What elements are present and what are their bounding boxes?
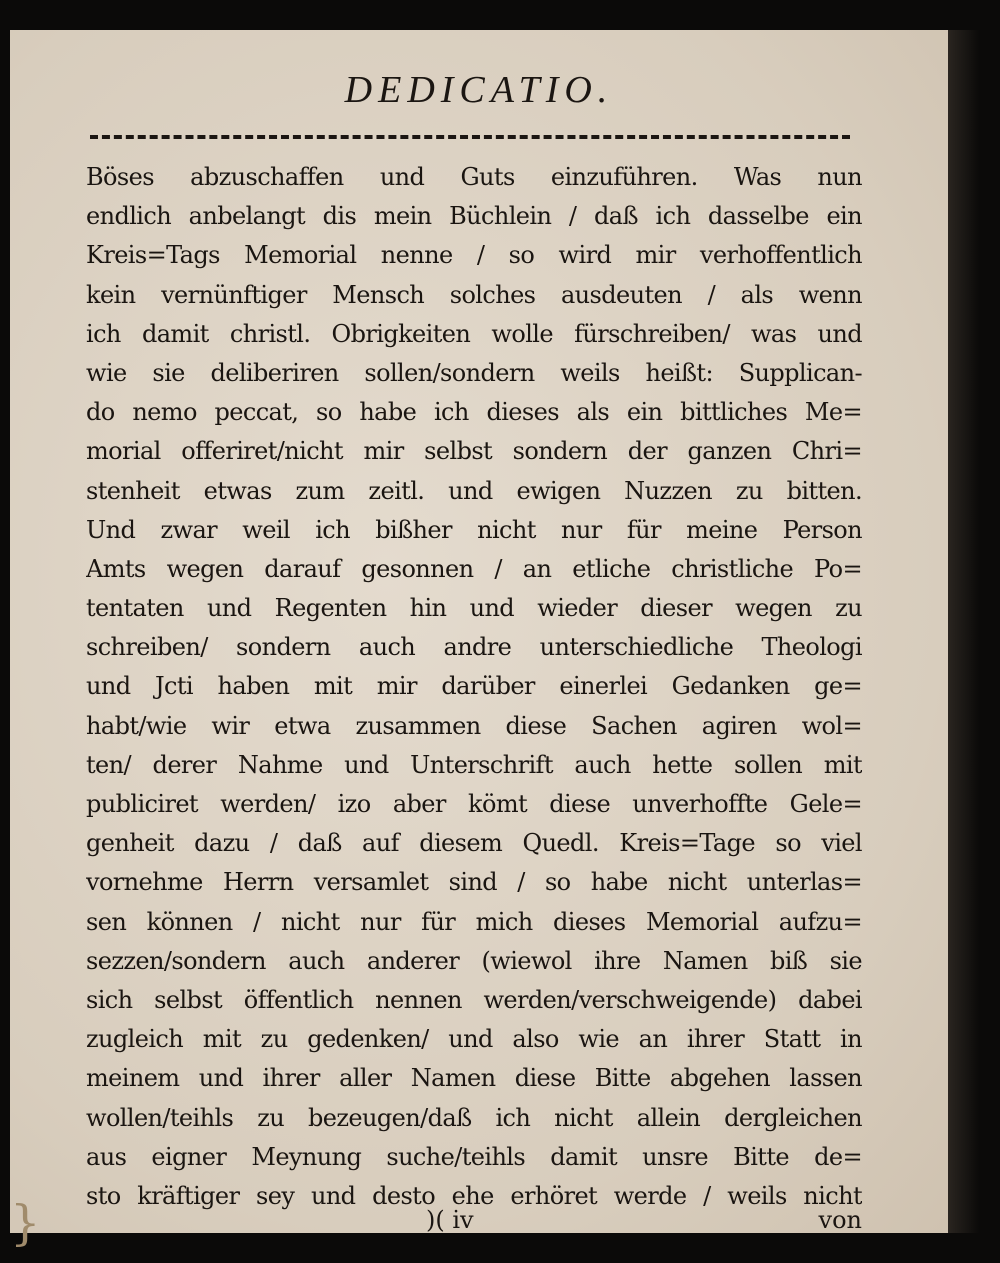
book-page: [10, 30, 948, 1251]
text-line: Amts wegen darauf gesonnen / an etliche christliche Po=: [86, 554, 862, 583]
body-text: [86, 158, 862, 1216]
text-line: wie sie deliberiren sollen/sondern weils heißt: Supplican-: [86, 358, 862, 387]
text-line: sen können / nicht nur für mich dieses Memorial aufzu=: [86, 907, 862, 936]
signature-mark: )( iv: [426, 1206, 474, 1234]
text-line: endlich anbelangt dis mein Büchlein / daß ich dasselbe ein: [86, 202, 862, 231]
text-line: aus eigner Meynung suche/teihls damit unsre Bitte de=: [86, 1142, 862, 1171]
text-line: und Jcti haben mit mir darüber einerlei Gedanken ge=: [86, 672, 862, 701]
page-footer: [86, 1206, 862, 1246]
text-line: wollen/teihls zu bezeugen/daß ich nicht allein dergleichen: [86, 1103, 862, 1132]
text-line: vornehme Herrn versamlet sind / so habe nicht unterlas=: [86, 868, 862, 897]
text-line: sezzen/sondern auch anderer (wiewol ihre Namen biß sie: [86, 946, 862, 975]
text-line: ten/ derer Nahme und Unterschrift auch hette sollen mit: [86, 750, 862, 779]
text-line: habt/wie wir etwa zusammen diese Sachen agiren wol=: [86, 711, 862, 740]
text-line: Und zwar weil ich bißher nicht nur für meine Person: [86, 515, 862, 544]
text-line: sto kräftiger sey und desto ehe erhöret werde / weils nicht: [86, 1181, 862, 1210]
margin-mark: }: [10, 1195, 41, 1251]
text-line: Kreis=Tags Memorial nenne / so wird mir verhoffentlich: [86, 241, 862, 270]
text-line: zugleich mit zu gedenken/ und also wie an ihrer Statt in: [86, 1025, 862, 1054]
text-line: meinem und ihrer aller Namen diese Bitte abgehen lassen: [86, 1064, 862, 1093]
text-line: morial offeriret/nicht mir selbst sondern der ganzen Chri=: [86, 437, 862, 466]
running-head: DEDICATIO.: [344, 69, 614, 111]
text-line: ich damit christl. Obrigkeiten wolle fürschreiben/ was und: [86, 319, 862, 348]
header-rule: [90, 135, 850, 139]
text-line: Böses abzuschaffen und Guts einzuführen. Was nun: [86, 163, 862, 191]
text-line: kein vernünftiger Mensch solches ausdeuten / als wenn: [86, 280, 862, 309]
text-line: tentaten und Regenten hin und wieder dieser wegen zu: [86, 594, 862, 623]
text-line: publiciret werden/ izo aber kömt diese unverhoffte Gele=: [86, 790, 862, 818]
catchword: von: [818, 1206, 862, 1234]
text-line: do nemo peccat, so habe ich dieses als ein bittliches Me=: [86, 398, 862, 427]
text-line: sich selbst öffentlich nennen werden/verschweigende) dabei: [86, 985, 862, 1014]
text-line: stenheit etwas zum zeitl. und ewigen Nuzzen zu bitten.: [86, 476, 862, 505]
page-edge-shadow: [948, 30, 1000, 1233]
text-line: schreiben/ sondern auch andre unterschiedliche Theologi: [86, 633, 862, 662]
text-line: genheit dazu / daß auf diesem Quedl. Kreis=Tage so viel: [86, 829, 862, 858]
